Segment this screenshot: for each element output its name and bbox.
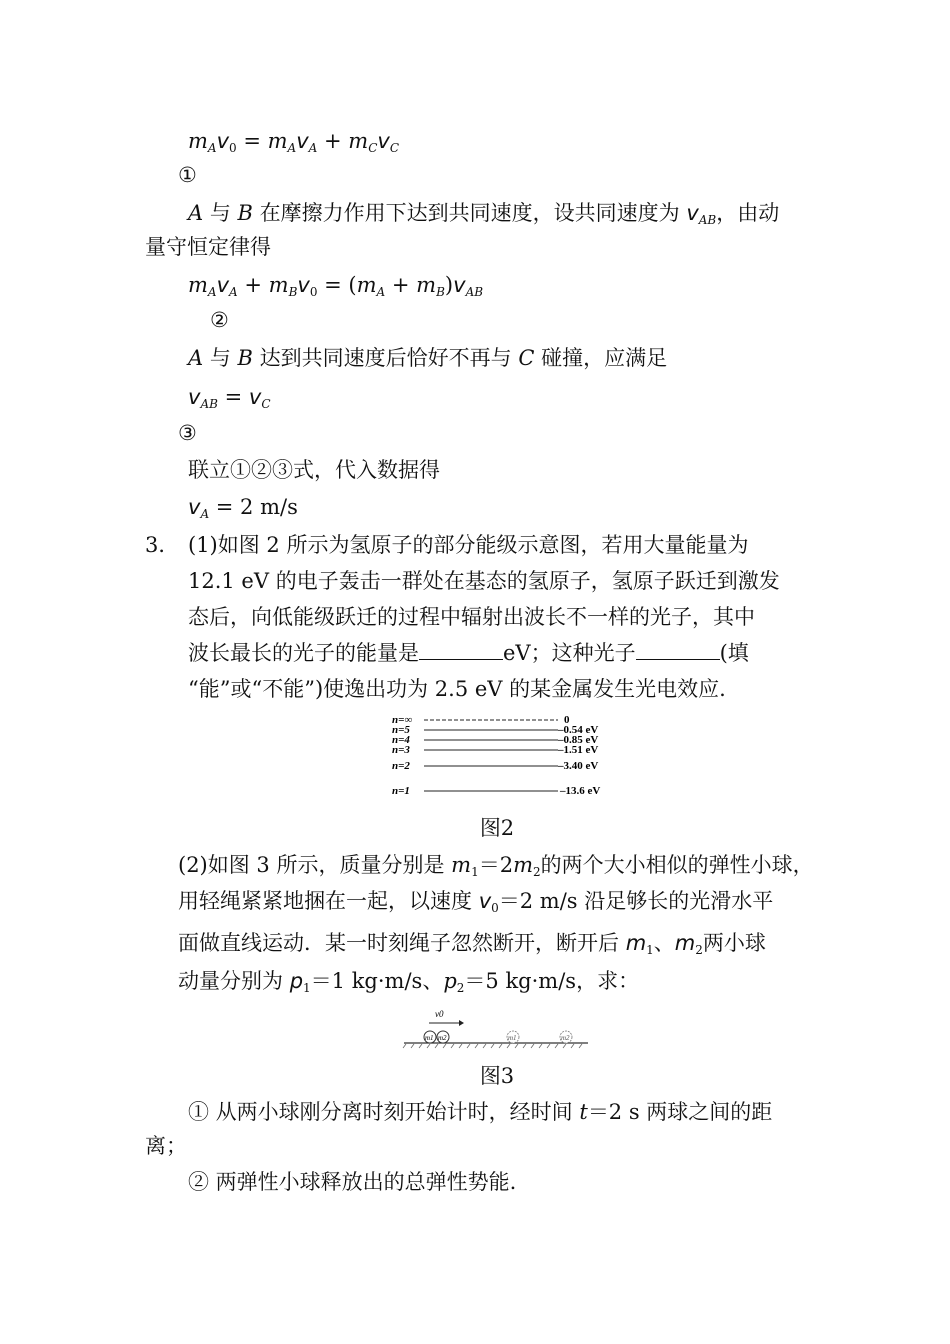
svg-text:m1: m1 [425, 1034, 434, 1042]
question-text-line: ② 两弹性小球释放出的总弹性势能. [188, 1170, 517, 1194]
equation-result: $v_A = 2$ m/s [188, 495, 298, 521]
level-energy-n2: –3.40 eV [558, 760, 599, 772]
svg-text:v0: v0 [435, 1009, 444, 1019]
equation-marker-1: ① [178, 163, 197, 187]
svg-text:m2: m2 [561, 1034, 570, 1042]
question-text-line: 离； [145, 1134, 187, 1158]
question-text-line: 动量分别为 $p_1=1$ kg·m/s、$p_2=5$ kg·m/s，求： [178, 969, 640, 995]
level-label-n1: n=1 [392, 785, 410, 797]
velocity-arrow [425, 1008, 465, 1030]
question-text-line: 态后，向低能级跃迁的过程中辐射出波长不一样的光子，其中 [188, 605, 755, 629]
energy-level-diagram [388, 712, 618, 800]
paragraph-line: 联立①②③式，代入数据得 [188, 458, 440, 482]
question-text-line: 波长最长的光子的能量是 eV；这种光子 (填 [188, 641, 749, 665]
level-energy-n5: –0.54 eV [558, 724, 599, 736]
equation-velocity: $v_{AB} = v_C$ [188, 385, 271, 411]
paragraph-line: A 与 B 达到共同速度后恰好不再与 C 碰撞，应满足 [188, 346, 668, 370]
answer-blank-1[interactable] [419, 639, 503, 660]
question-text-line: (1)如图 2 所示为氢原子的部分能级示意图，若用大量能量为 [188, 533, 749, 557]
balls-diagram [400, 1028, 592, 1052]
equation-marker-2: ② [210, 308, 229, 332]
paragraph-line: A 与 B 在摩擦力作用下达到共同速度，设共同速度为 $v_{AB}$，由动 [188, 201, 780, 227]
question-text-line: 面做直线运动．某一时刻绳子忽然断开，断开后 $m_1$、$m_2$两小球 [178, 931, 766, 957]
figure-2-caption: 图2 [479, 816, 515, 840]
level-label-n2: n=2 [392, 760, 410, 772]
question-text-line: ① 从两小球刚分离时刻开始计时，经时间 t＝2 s 两球之间的距 [188, 1100, 773, 1124]
level-energy-n4: –0.85 eV [558, 734, 599, 746]
svg-text:m2: m2 [438, 1034, 447, 1042]
equation-momentum-1: $m_Av_0 = m_Av_A + m_Cv_C$ [188, 129, 400, 155]
question-number: 3． [145, 533, 180, 557]
level-energy-inf: 0 [564, 714, 570, 726]
level-energy-n3: –1.51 eV [558, 744, 599, 756]
figure-3-caption: 图3 [479, 1064, 515, 1088]
question-text-line: 12.1 eV 的电子轰击一群处在基态的氢原子，氢原子跃迁到激发 [188, 569, 780, 593]
equation-marker-3: ③ [178, 421, 197, 445]
level-label-n4: n=4 [392, 734, 410, 746]
svg-text:m1: m1 [508, 1034, 517, 1042]
question-text-line: (2)如图 3 所示，质量分别是 $m_1=2m_2$的两个大小相似的弹性小球， [178, 853, 814, 879]
equation-momentum-2: $m_Av_A + m_Bv_0 = (m_A + m_B)v_{AB}$ [188, 273, 484, 299]
question-text-line: “能”或“不能”)使逸出功为 2.5 eV 的某金属发生光电效应. [188, 677, 726, 701]
paragraph-line: 量守恒定律得 [145, 235, 271, 259]
question-text-line: 用轻绳紧紧地捆在一起，以速度 $v_0=2$ m/s 沿足够长的光滑水平 [178, 889, 774, 915]
level-label-n3: n=3 [392, 744, 410, 756]
level-energy-n1: –13.6 eV [560, 785, 601, 797]
answer-blank-2[interactable] [636, 639, 720, 660]
level-label-n-inf: n=∞ [392, 714, 413, 726]
level-label-n5: n=5 [392, 724, 410, 736]
